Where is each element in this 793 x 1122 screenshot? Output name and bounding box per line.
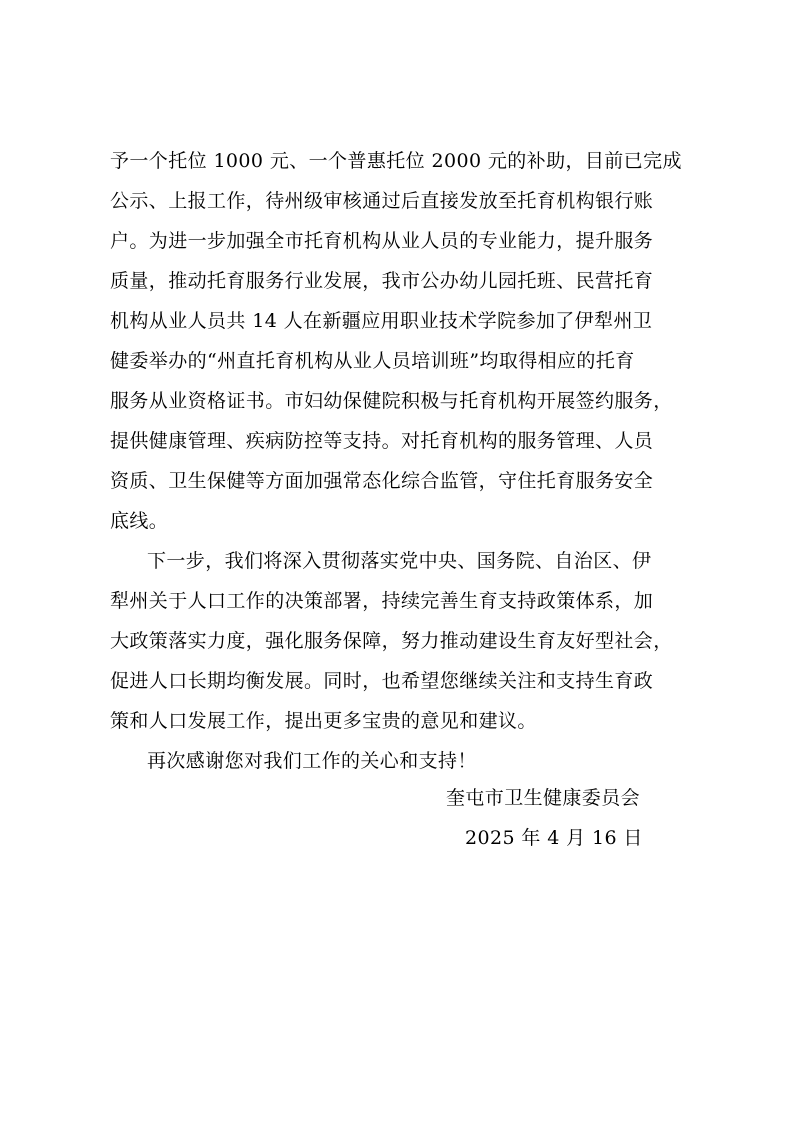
signature-date: 2025 年 4 月 16 日 bbox=[465, 827, 643, 849]
paragraph-1-line-3: 户。为进一步加强全市托育机构从业人员的专业能力，提升服务 bbox=[110, 230, 654, 252]
paragraph-1-line-8: 提供健康管理、疾病防控等支持。对托育机构的服务管理、人员 bbox=[110, 430, 654, 452]
paragraph-1-line-1: 予一个托位 1000 元、一个普惠托位 2000 元的补助，目前已完成 bbox=[110, 150, 682, 172]
paragraph-1-line-5: 机构从业人员共 14 人在新疆应用职业技术学院参加了伊犁州卫 bbox=[110, 310, 653, 332]
paragraph-1-line-10: 底线。 bbox=[110, 510, 169, 532]
paragraph-1-line-6: 健委举办的“州直托育机构从业人员培训班”均取得相应的托育 bbox=[110, 350, 635, 372]
paragraph-1-line-9: 资质、卫生保健等方面加强常态化综合监管，守住托育服务安全 bbox=[110, 470, 654, 492]
paragraph-1-line-2: 公示、上报工作，待州级审核通过后直接发放至托育机构银行账 bbox=[110, 190, 654, 212]
paragraph-1-line-4: 质量，推动托育服务行业发展，我市公办幼儿园托班、民营托育 bbox=[110, 270, 654, 292]
signature-organization: 奎屯市卫生健康委员会 bbox=[446, 787, 641, 809]
paragraph-2-line-3: 大政策落实力度，强化服务保障，努力推动建设生育友好型社会， bbox=[110, 630, 673, 652]
paragraph-2-line-2: 犁州关于人口工作的决策部署，持续完善生育支持政策体系，加 bbox=[110, 590, 654, 612]
paragraph-1-line-7: 服务从业资格证书。市妇幼保健院积极与托育机构开展签约服务， bbox=[110, 390, 673, 412]
paragraph-2-line-1: 下一步，我们将深入贯彻落实党中央、国务院、自治区、伊 bbox=[147, 550, 652, 572]
paragraph-2-line-4: 促进人口长期均衡发展。同时，也希望您继续关注和支持生育政 bbox=[110, 670, 654, 692]
paragraph-3-line-1: 再次感谢您对我们工作的关心和支持！ bbox=[147, 750, 477, 772]
paragraph-2-line-5: 策和人口发展工作，提出更多宝贵的意见和建议。 bbox=[110, 710, 537, 732]
